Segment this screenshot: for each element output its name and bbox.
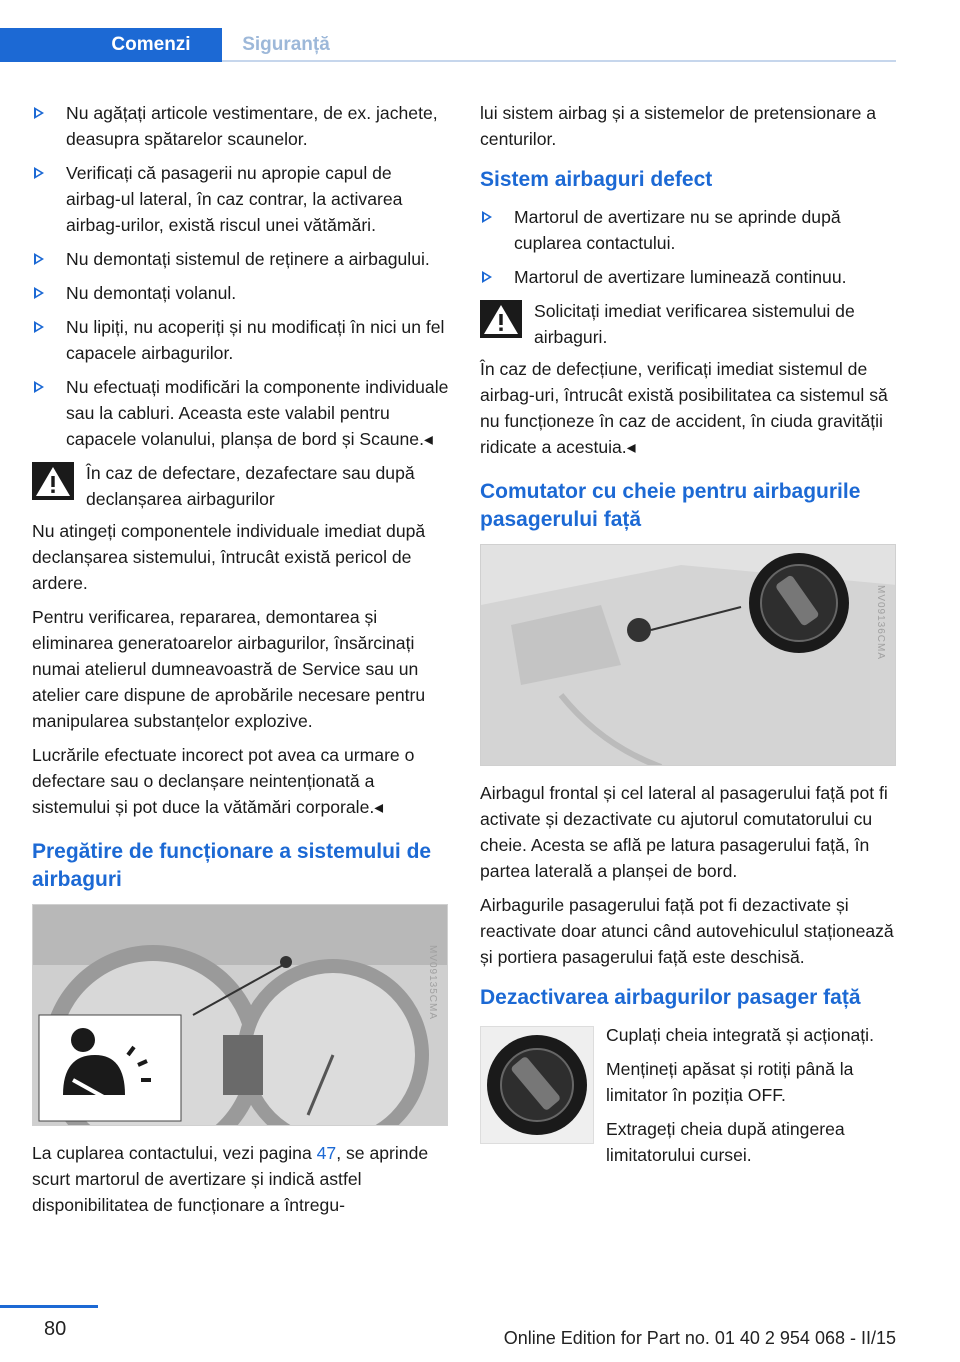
paragraph: Lucrările efectuate incorect pot avea ca urmare o defectare sau o declanșare neintenționată a sistemului și pot duce la vătămări corporale.◂: [32, 745, 415, 817]
bullet-triangle-icon: [482, 211, 492, 223]
paragraph: Nu atingeți componentele individuale imediat după declanșarea sistemului, întrucât există pericol de ardere.: [32, 521, 426, 593]
key-switch-illustration: [481, 545, 896, 766]
bullet-triangle-icon: [34, 287, 44, 299]
list-item: Verificați că pasagerii nu apropie capul de airbag-ul lateral, în caz contrar, la activarea airbag-urilor, există riscul unei vătămări.: [32, 160, 450, 238]
paragraph: Airbagurile pasagerului față pot fi dezactivate și reactivate doar atunci când autovehiculul staționează și portiera pasagerului față este deschisă.: [480, 895, 894, 967]
right-column: [480, 100, 898, 1176]
bullet-triangle-icon: [34, 253, 44, 265]
section-heading: Comutator cu cheie pentru airbagurile pasagerului față: [480, 480, 861, 531]
warning-block: Solicitați imediat verificarea sistemului de airbaguri.: [480, 298, 898, 350]
bullet-triangle-icon: [34, 107, 44, 119]
bullet-triangle-icon: [34, 381, 44, 393]
bullet-triangle-icon: [34, 321, 44, 333]
paragraph: Airbagul frontal și cel lateral al pasagerului față pot fi activate și dezactivate cu ajutorul comutatorului cu cheie. Acesta se află pe latura pasagerului față, în partea laterală a planșei de bord.: [480, 783, 888, 881]
header-divider: [222, 60, 896, 62]
left-column: [32, 100, 450, 1226]
instrument-cluster-illustration: [33, 905, 448, 1126]
paragraph: În caz de defecțiune, verificați imediat sistemul de airbag-uri, întrucât există posibilitatea ca sistemul să nu funcționeze în caz de accident, în ciuda gravității ridicate a acestuia.◂: [480, 359, 888, 457]
section-heading: Sistem airbaguri defect: [480, 168, 713, 191]
edition-footer: Online Edition for Part no. 01 40 2 954 068 - II/15: [503, 1328, 896, 1348]
list-item: Nu lipiți, nu acoperiți și nu modificați în nici un fel capacele airbagurilor.: [32, 314, 450, 366]
section-heading: Pregătire de funcționare a sistemului de airbaguri: [32, 840, 432, 891]
page-number: 80: [44, 1318, 67, 1340]
warning-triangle-icon: [480, 300, 522, 338]
key-switch-image: MV09136CMA: [480, 544, 896, 766]
step-text: Cuplați cheia integrată și acționați.: [606, 1025, 874, 1045]
section-heading: Dezactivarea airbagurilor pasager față: [480, 986, 861, 1009]
paragraph: La cuplarea contactului, vezi pagina 47, se aprinde scurt martorul de avertizare și indică astfel disponibilitatea de funcționare a întregu-: [32, 1143, 429, 1215]
list-item: Nu efectuați modificări la componente individuale sau la cabluri. Aceasta este valabil pentru capacele volanului, planșa de bord și Scaune.◂: [32, 374, 450, 452]
warning-block: În caz de defectare, dezafectare sau după declanșarea airbagurilor: [32, 460, 450, 512]
warning-triangle-icon: [32, 462, 74, 500]
list-item: Nu demontați volanul.: [32, 280, 450, 306]
paragraph: lui sistem airbag și a sistemelor de pretensionare a centurilor.: [480, 103, 877, 149]
bullet-triangle-icon: [482, 271, 492, 283]
page-link[interactable]: 47: [316, 1143, 337, 1163]
list-item: Martorul de avertizare luminează continuu.: [480, 264, 898, 290]
bullet-triangle-icon: [34, 167, 44, 179]
footer-accent-line: [0, 1305, 98, 1308]
key-off-switch-illustration: [481, 1027, 593, 1143]
step-text: Mențineți apăsat și rotiți până la limitator în poziția OFF.: [606, 1059, 854, 1105]
list-item: Nu demontați sistemul de reținere a airbagului.: [32, 246, 450, 272]
list-item: Martorul de avertizare nu se aprinde după cuplarea contactului.: [480, 204, 898, 256]
tab-comenzi[interactable]: Comenzi: [0, 28, 222, 62]
key-off-switch-image: [480, 1026, 594, 1144]
step-text: Extrageți cheia după atingerea limitatorului cursei.: [606, 1119, 845, 1165]
list-item: Nu agățați articole vestimentare, de ex. jachete, deasupra spătarelor scaunelor.: [32, 100, 450, 152]
paragraph: Pentru verificarea, repararea, demontarea și eliminarea generatoarelor airbagurilor, însărcinați numai atelierul dumneavoastră de Service sau un atelier care dispune de aprobările necesare pentru manipularea substanțelor explozive.: [32, 607, 426, 731]
header-tabs: [0, 28, 960, 62]
tab-siguranta[interactable]: Siguranță: [242, 34, 330, 55]
instrument-cluster-image: MV09135CMA: [32, 904, 448, 1126]
